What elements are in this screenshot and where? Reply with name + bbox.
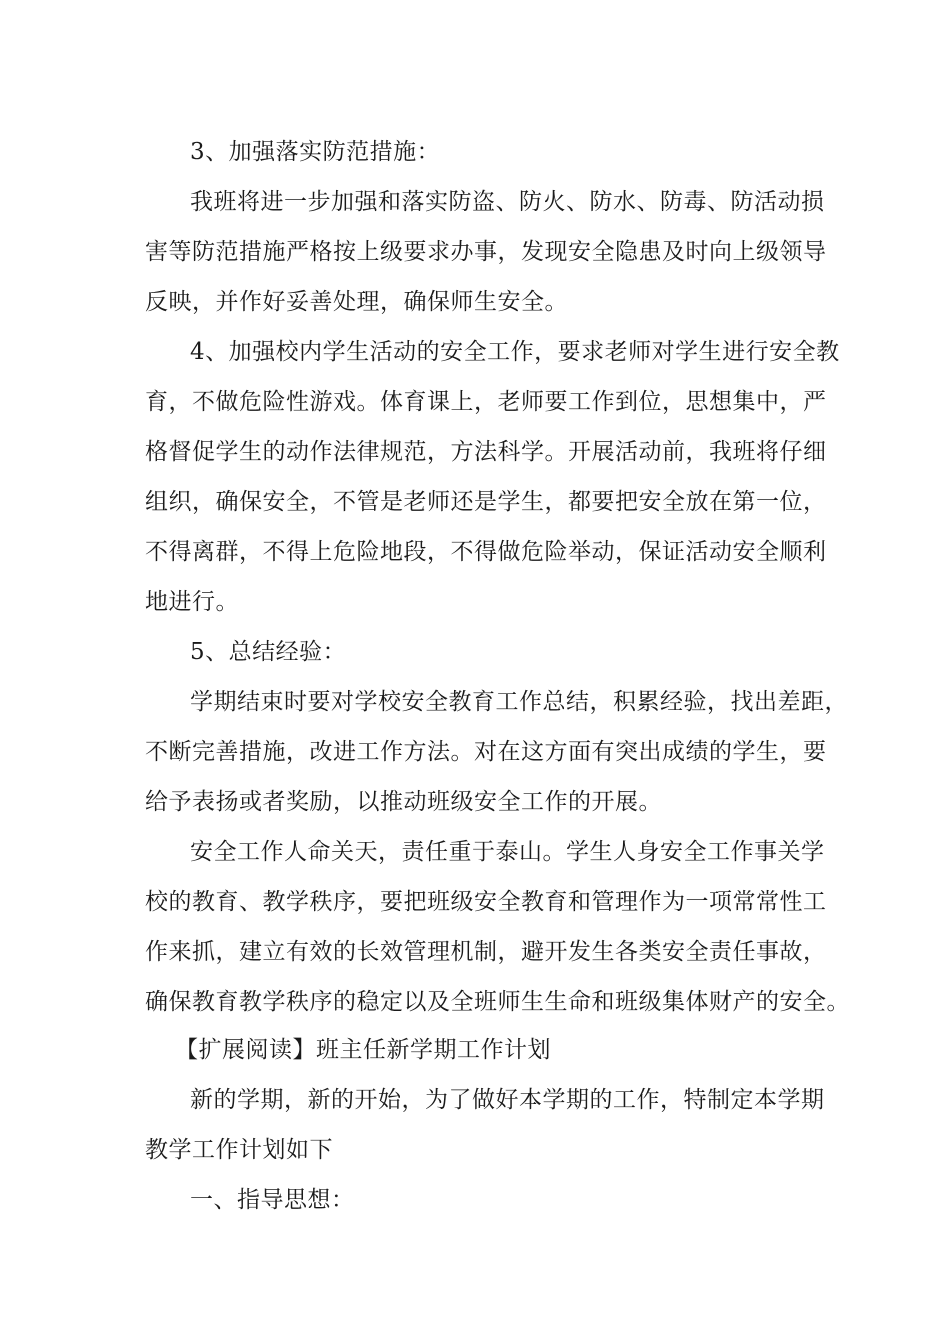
paragraph-line: 组织，确保安全，不管是老师还是学生，都要把安全放在第一位，	[145, 489, 827, 515]
paragraph-line: 教学工作计划如下	[145, 1137, 333, 1163]
paragraph-line: 作来抓，建立有效的长效管理机制，避开发生各类安全责任事故，	[145, 939, 827, 965]
paragraph-line: 确保教育教学秩序的稳定以及全班师生生命和班级集体财产的安全。	[145, 989, 850, 1015]
heading-guiding-ideology: 一、指导思想：	[190, 1187, 355, 1213]
heading-5-summary: 5、总结经验：	[190, 639, 347, 665]
paragraph-line: 给予表扬或者奖励，以推动班级安全工作的开展。	[145, 789, 662, 815]
paragraph-line: 害等防范措施严格按上级要求办事，发现安全隐患及时向上级领导	[145, 239, 827, 265]
extended-reading-heading: 【扩展阅读】班主任新学期工作计划	[175, 1037, 551, 1063]
paragraph-line: 地进行。	[145, 589, 239, 615]
paragraph-line: 新的学期，新的开始，为了做好本学期的工作，特制定本学期	[190, 1087, 825, 1113]
paragraph-line: 不断完善措施，改进工作方法。对在这方面有突出成绩的学生，要	[145, 739, 827, 765]
heading-3-safety-measures: 3、加强落实防范措施：	[190, 139, 441, 165]
heading-4-student-activity-safety: 4、加强校内学生活动的安全工作，要求老师对学生进行安全教	[190, 339, 840, 365]
paragraph-line: 育，不做危险性游戏。体育课上，老师要工作到位，思想集中，严	[145, 389, 827, 415]
paragraph-line: 我班将进一步加强和落实防盗、防火、防水、防毒、防活动损	[190, 189, 825, 215]
paragraph-line: 反映，并作好妥善处理，确保师生安全。	[145, 289, 568, 315]
paragraph-line: 安全工作人命关天，责任重于泰山。学生人身安全工作事关学	[190, 839, 825, 865]
paragraph-line: 校的教育、教学秩序，要把班级安全教育和管理作为一项常常性工	[145, 889, 827, 915]
paragraph-line: 学期结束时要对学校安全教育工作总结，积累经验，找出差距，	[190, 689, 848, 715]
paragraph-line: 不得离群，不得上危险地段，不得做危险举动，保证活动安全顺利	[145, 539, 827, 565]
paragraph-line: 格督促学生的动作法律规范，方法科学。开展活动前，我班将仔细	[145, 439, 827, 465]
